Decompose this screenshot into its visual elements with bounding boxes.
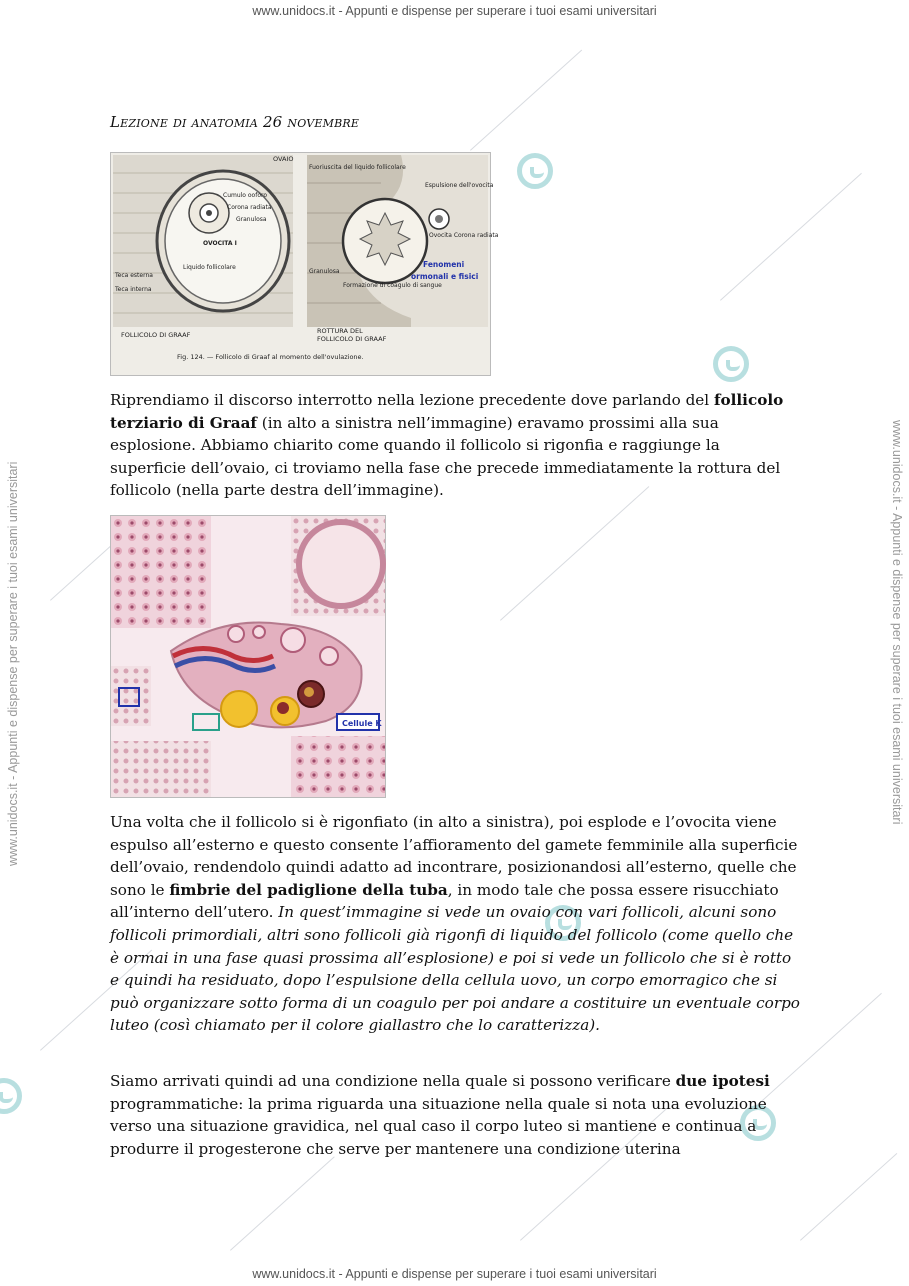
paragraph-1-bold: follicolo terziario di Graaf — [110, 391, 784, 432]
graaf-follicle-diagram — [111, 153, 499, 375]
caption-right-2: FOLLICOLO DI GRAAF — [317, 335, 387, 343]
paragraph-2-bold: fimbrie del padiglione della tuba — [169, 880, 448, 899]
paragraph-2 — [110, 811, 800, 1037]
label-cumulo: Cumulo ooforo — [223, 192, 268, 199]
label-formazione: Formazione di coagulo di sangue — [343, 282, 442, 289]
label-ovocita: OVOCITA I — [203, 240, 237, 247]
label-corona: Corona radiata — [227, 204, 272, 211]
label-fenomeni: Fenomeni — [423, 260, 465, 269]
paragraph-2-text-b: , in modo tale che possa essere risucchiato all’interno dell’utero. — [110, 880, 779, 922]
label-ovocita-corona: Ovocita Corona radiata — [429, 232, 499, 239]
watermark-logo-icon — [0, 1078, 22, 1114]
paragraph-3-text-b: programmatiche: la prima riguarda una situazione nella quale si nota una evoluzione verso una situazione gravidica, nel qual caso il corpo luteo si mantiene e continua a produrre il progesterone che serve per mantenere una condizione uterina — [110, 1094, 767, 1158]
caption-left: FOLLICOLO DI GRAAF — [121, 331, 191, 339]
label-granulosa: Granulosa — [236, 216, 267, 223]
paragraph-1-text-a: Riprendiamo il discorso interrotto nella lezione precedente dove parlando del — [110, 391, 714, 409]
label-liquido: Liquido follicolare — [183, 264, 236, 271]
figure-caption: Fig. 124. — Follicolo di Graaf al momento dell'ovulazione. — [177, 353, 364, 361]
footer-watermark: www.unidocs.it - Appunti e dispense per superare i tuoi esami universitari — [252, 1267, 657, 1281]
paragraph-1 — [110, 389, 800, 502]
label-teca-interna: Teca interna — [115, 286, 152, 293]
paragraph-3-text-a: Siamo arrivati quindi ad una condizione nella quale si possono verificare — [110, 1072, 676, 1090]
paragraph-2-text-a: Una volta che il follicolo si è rigonfiato (in alto a sinistra), poi esplode e l’ovocita viene espulso all’esterno e questo consente l’affioramento del gamete femminile alla superficie dell’ovaio, rendendolo quindi adatto ad incontrare, posizionandosi all’esterno, quelle che sono le — [110, 813, 798, 899]
paragraph-2-italic: In quest’immagine si vede un ovaio con vari follicoli, alcuni sono follicoli primordiali, altri sono follicoli già rigonfi di liquido del follicolo (come quello che è ormai in una fase quasi prossima all’esplosione) e poi si vede un follicolo che si è rotto e quindi ha residuato, dopo l’espulsione della cellula uovo, un corpo emorragico che si può organizzare sotto forma di un coagulo per poi andare a costituire un eventuale corpo luteo (così chiamato per il colore giallastro che lo caratterizza). — [110, 903, 800, 1035]
left-side-watermark: www.unidocs.it - Appunti e dispense per superare i tuoi esami universitari — [6, 461, 20, 866]
watermark-logo-icon — [713, 346, 749, 382]
label-ormonali: ormonali e fisici — [411, 272, 479, 281]
page-title: Lezione di anatomia 26 novembre — [110, 113, 360, 131]
label-espulsione: Espulsione dell'ovocita — [425, 182, 494, 189]
caption-right-1: ROTTURA DEL — [317, 327, 363, 335]
label-teca-esterna: Teca esterna — [115, 272, 153, 279]
header-watermark: www.unidocs.it - Appunti e dispense per superare i tuoi esami universitari — [252, 4, 657, 18]
label-ovaio: OVAIO — [273, 155, 294, 163]
figure-graaf-follicle — [110, 152, 499, 376]
ovary-histology-image — [111, 516, 385, 797]
right-side-watermark: www.unidocs.it - Appunti e dispense per superare i tuoi esami universitari — [890, 420, 904, 825]
figure-ovary-histology — [110, 515, 386, 798]
watermark-logo-icon — [517, 153, 553, 189]
label-granulosa-right: Granulosa — [309, 268, 340, 275]
paragraph-3 — [110, 1070, 800, 1160]
label-cellule-k: Cellule K — [342, 719, 382, 728]
paragraph-1-text-b: (in alto a sinistra nell’immagine) eravamo prossimi alla sua esplosione. Abbiamo chiarito come quando il follicolo si rigonfia e raggiunge la superficie dell’ovaio, ci troviamo nella fase che precede immediatamente la rottura del follicolo (nella parte destra dell’immagine). — [110, 413, 781, 500]
paragraph-3-bold: due ipotesi — [675, 1072, 770, 1090]
label-fuoriuscita: Fuoriuscita del liquido follicolare — [309, 164, 406, 171]
